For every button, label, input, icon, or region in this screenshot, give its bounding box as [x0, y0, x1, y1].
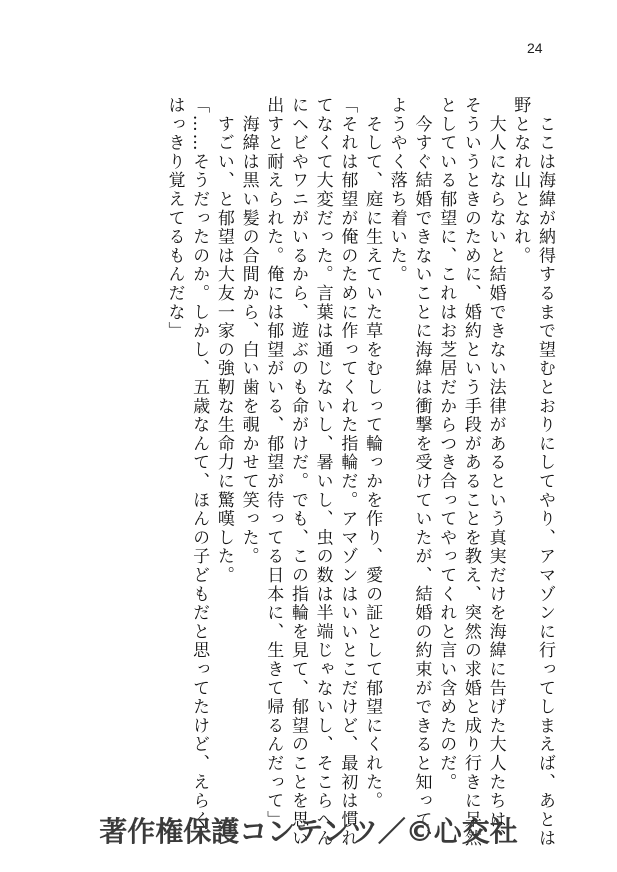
- text-line: ここは海緯が納得するまで望むとおりにしてやり、アマゾンに行ってしまえば、あとは: [535, 96, 555, 848]
- text-line: 「……そうだったのか。しかし、五歳なんて、ほんの子どもだと思ってたけど、えらく: [189, 96, 210, 830]
- text-line: にヘビやワニがいるから、遊ぶのも命がけだ。でも、この指輪を見て、郁望のことを思い: [287, 96, 308, 848]
- text-line: 海緯は黒い髪の合間から、白い歯を覗かせて笑った。: [238, 96, 259, 566]
- text-line: 今すぐ結婚できないことに海緯は衝撃を受けていたが、結婚の約束ができると知って、: [411, 96, 432, 848]
- text-line: 野となれ山となれ。: [510, 96, 531, 266]
- text-line: としている郁望に、これはお芝居だからつき合ってやってくれと言い含めたのだ。: [436, 96, 457, 792]
- text-line: てなくて大変だった。言葉は通じないし、暑いし、虫の数は半端じゃないし、そこらへん: [312, 96, 333, 848]
- text-line: ようやく落ち着いた。: [386, 96, 407, 284]
- text-line: 出すと耐えられた。俺には郁望がいる、郁望が待ってる日本に、生きて帰るんだって」: [263, 96, 284, 830]
- text-line: はっきり覚えてるもんだな」: [164, 96, 185, 341]
- text-line: 大人にならないと結婚できない法律があるという真実だけを海緯に告げた大人たちは、: [485, 96, 506, 848]
- page-number: 24: [527, 40, 543, 56]
- text-line: そういうときのために、婚約という手段があることを教え、突然の求婚と成り行きに呆然: [460, 96, 481, 848]
- text-line: 「それは郁望が俺のために作ってくれた指輪だ。アマゾンはいいとこだけど、最初は慣れ: [337, 96, 358, 848]
- copyright-watermark: 著作権保護コンテンツ／©心交社: [99, 815, 518, 848]
- text-line: すごい、と郁望は大友一家の強靭な生命力に驚嘆した。: [213, 96, 234, 585]
- text-line: そして、庭に生えていた草をむしって輪っかを作り、愛の証として郁望にくれた。: [362, 96, 383, 811]
